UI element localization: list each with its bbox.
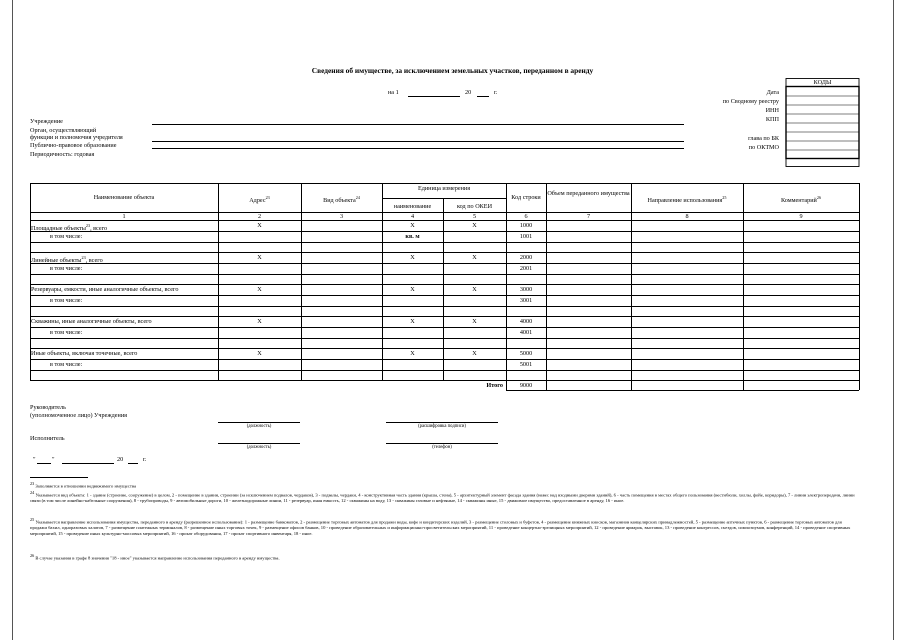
sign-date-month-line[interactable] [62, 463, 114, 464]
header-address [218, 194, 301, 204]
header-purpose-text: Направление использования [647, 196, 723, 204]
row-5000-name-text: Иные объекты, включая точечные, всего [31, 350, 138, 357]
row-3000-unit: X [410, 286, 415, 293]
col-number-7: 7 [586, 213, 591, 220]
row-4000-unit: X [410, 318, 415, 325]
row-2000-code: 2000 [519, 254, 533, 261]
row-divider [30, 359, 859, 360]
row-3000-name-text: Резервуары, емкости, иные аналогичные объекты, всего [31, 286, 179, 293]
col-line-0 [30, 183, 31, 380]
footnotes-separator [30, 477, 88, 478]
row-1001-name: в том числе: [50, 233, 83, 240]
row-1001-unit: кв. м [405, 233, 420, 240]
row-2000-name-text: Линейные объекты [31, 257, 82, 265]
footnote-23-number: 23 [30, 481, 35, 486]
row-3000-okei: X [472, 286, 477, 293]
date-year-prefix: 20 [465, 89, 472, 96]
total-bottom-border [506, 390, 859, 391]
row-1000-name-text: Площадные объекты [31, 225, 86, 233]
row-5001-code: 5001 [519, 361, 533, 368]
executor-position-caption: (должность) [246, 445, 272, 450]
row-4001-name: в том числе: [50, 329, 83, 336]
executor-label: Исполнитель [30, 435, 65, 442]
col-line-2 [301, 183, 302, 380]
row-divider [30, 252, 859, 253]
header-row-code-text: Код строки [511, 193, 541, 201]
row-divider [30, 263, 859, 264]
date-suffix: г. [494, 89, 498, 96]
executor-position-line[interactable] [218, 443, 300, 444]
col-line-5 [506, 183, 507, 390]
table-bottom-border [30, 380, 859, 381]
col-line-4 [443, 198, 444, 380]
head-signature-line[interactable] [386, 422, 498, 423]
field-label-founder-2: функции и полномочия учредителя [30, 134, 123, 141]
header-comment-text: Комментарий [780, 196, 817, 204]
sign-date-day-line[interactable] [37, 463, 51, 464]
row-4000-name [31, 318, 152, 325]
row-divider [30, 348, 859, 349]
row-3001-code: 3001 [519, 297, 533, 304]
header-object-type-footnote-ref: 24 [355, 194, 360, 200]
header-area: Объем переданного имущества [547, 189, 630, 197]
code-label-budget-chapter: глава по БК [748, 135, 779, 142]
row-4000-name-text: Скважины, иные аналогичные объекты, всего [31, 318, 152, 325]
row-1000-unit: X [410, 222, 415, 229]
code-label-inn: ИНН [765, 107, 779, 114]
row-4000-okei: X [472, 318, 477, 325]
footnote-26 [30, 553, 856, 561]
col-number-1: 1 [122, 213, 126, 220]
row-3000-code: 3000 [519, 286, 533, 293]
header-row-code [506, 194, 546, 201]
footnote-25-number: 25 [30, 517, 35, 522]
field-label-public-entity: Публично-правовое образование [30, 142, 117, 149]
head-signature-caption: (расшифровка подписи) [418, 424, 466, 429]
row-1000-okei: X [472, 222, 477, 229]
col-line-8 [743, 183, 744, 390]
row-4001-code: 4001 [519, 329, 533, 336]
row-1001-code: 1001 [519, 233, 533, 240]
footnote-25 [30, 517, 856, 536]
col-line-3 [382, 183, 383, 380]
row-divider [30, 306, 859, 307]
row-4000-address: X [257, 318, 262, 325]
footnote-23 [30, 481, 856, 489]
row-5000-code: 5000 [519, 350, 533, 357]
header-object-type-text: Вид объекта [323, 196, 356, 204]
col-line-9 [859, 183, 860, 390]
col-line-7 [631, 183, 632, 390]
row-divider [30, 284, 859, 285]
sign-date-year-prefix: 20 [117, 456, 124, 463]
header-comment [743, 194, 859, 204]
footnote-24-number: 24 [30, 490, 35, 495]
footnote-23-text: Заполняется в отношении недвижимого имущества [35, 483, 136, 489]
footnote-26-number: 26 [30, 553, 35, 558]
row-divider [30, 242, 859, 243]
total-code: 9000 [519, 382, 533, 389]
header-unit-okei: код по ОКЕИ [456, 203, 493, 210]
sign-date-suffix: г. [143, 456, 147, 463]
row-5000-okei: X [472, 350, 477, 357]
row-3001-name: в том числе: [50, 297, 83, 304]
head-label-2: (уполномоченное лицо) Учреждения [30, 412, 128, 419]
header-object-type [301, 194, 382, 204]
unit-header-divider [382, 198, 506, 199]
row-5000-name [31, 350, 137, 357]
date-prefix: на 1 [388, 89, 399, 96]
col-number-8: 8 [685, 213, 689, 220]
col-number-9: 9 [799, 213, 803, 220]
codes-header: КОДЫ [813, 79, 832, 86]
header-address-footnote-ref: 23 [265, 194, 270, 200]
header-purpose [631, 194, 743, 204]
header-address-text: Адрес [249, 196, 266, 204]
footnote-25-text: Указывается направление использования имущества, переданного в аренду (разрешенное использование): 1 - размещение банкоматов, 2 - размещение торговых автоматов для продажи воды, кофе и кондитерских изделий, 3 - размещение столовых и буфетов, 4 - размещение книжных киосков, магазинов канцелярских принадлежностей, 5 - размещение аптечных пунктов, 6 - размещение торговых автоматов для продажи бахил, одноразовых халатов, 7 - размещение платежных терминалов, 8 - размещение иных торговых точек, 9 - размещение офисов банков, 10 - проведение образовательных и информационно-просветительских мероприятий, 11 - проведение концертно-зрелищных мероприятий, 12 - проведение ярмарок, выставок, 13 - проведение конгрессов, съездов, симпозиумов, конференций, 14 - проведение спортивных мероприятий, 15 - проведение иных культурно-массовых мероприятий, 16 - прокат оборудования, 17 - прокат спортивного инвентаря, 18 - иное. [30, 519, 851, 536]
numbers-bottom-border [30, 220, 859, 221]
row-1000-name-tail: , всего [90, 225, 108, 233]
row-divider [30, 316, 859, 317]
field-label-periodicity: Периодичность: годовая [30, 151, 95, 158]
row-divider [30, 295, 859, 296]
form-title: Сведения об имуществе, за исключением земельных участков, переданном в аренду [311, 66, 594, 75]
row-divider [30, 231, 859, 232]
row-5000-unit: X [410, 350, 415, 357]
row-2000-okei: X [472, 254, 477, 261]
row-1000-address: X [257, 222, 262, 229]
row-1000-name-footnote-ref: 23 [85, 223, 91, 228]
col-number-3: 3 [339, 213, 344, 220]
footnote-26-text: В случае указания в графе 8 значения "18 - иное" указывается направление использования переданного в аренду имущества. [35, 555, 280, 561]
row-4000-code: 4000 [519, 318, 533, 325]
header-comment-footnote-ref: 26 [816, 194, 822, 200]
row-3000-address: X [257, 286, 262, 293]
row-5001-name: в том числе: [50, 361, 83, 368]
row-divider [30, 338, 859, 339]
col-number-5: 5 [472, 213, 477, 220]
col-number-6: 6 [524, 213, 528, 220]
total-label: Итого [486, 382, 503, 389]
footnote-24-text: Указывается вид объекта: 1 - здание (строение, сооружение) в целом, 2 - помещение в здании, строении (за исключением подвалов, чердаков), 3 - подвалы, чердаки, 4 - конструктивная часть здания (крыша, стена), 5 - архитектурный элемент фасада здания (навес над входными дверями зданий), 6 - часть помещения в местах общего пользования (вестибюли, холлы, фойе, коридоры), 7 - линии электропередачи, линии связи (в том числе линейно-кабельные сооружения), 8 - трубопроводы, 9 - автомобильные дороги, 10 - железнодорожные линии, 11 - резервуар, иная емкость, 12 - скважины на воду, 13 - скважины газовые и нефтяные, 14 - скважины иные, 15 - движимое имущество, предоставленное в аренду, 16 - иное. [30, 492, 855, 504]
col-line-1 [218, 183, 219, 380]
row-3000-name [31, 286, 178, 293]
row-2001-name: в том числе: [50, 265, 83, 272]
header-unit-group: Единица измерения [417, 185, 471, 192]
row-divider [30, 274, 859, 275]
header-unit-name: наименование [393, 203, 432, 210]
code-label-kpp: КПП [765, 116, 779, 123]
code-col-right-bold [546, 220, 547, 390]
executor-phone-caption: (телефон) [432, 445, 452, 450]
footnote-24 [30, 490, 856, 504]
code-label-registry: по Сводному реестру [722, 98, 779, 105]
row-2000-name-tail: , всего [85, 257, 103, 265]
row-2000-address: X [257, 254, 262, 261]
row-2001-code: 2001 [519, 265, 533, 272]
row-divider [30, 370, 859, 371]
table-top-border [30, 183, 859, 184]
head-label-1: Руководитель [30, 404, 66, 411]
row-2000-unit: X [410, 254, 415, 261]
executor-phone-line[interactable] [386, 443, 498, 444]
header-object-name-text: Наименование объекта [93, 193, 155, 201]
field-label-institution: Учреждение [30, 118, 63, 125]
head-position-line[interactable] [218, 422, 300, 423]
col-number-4: 4 [410, 213, 415, 220]
row-5000-address: X [257, 350, 262, 357]
row-divider [30, 327, 859, 328]
row-1000-code: 1000 [519, 222, 533, 229]
head-position-caption: (должность) [246, 424, 272, 429]
row-2000-name-footnote-ref: 23 [81, 255, 86, 260]
code-label-date: Дата [766, 89, 779, 96]
col-number-2: 2 [257, 213, 262, 220]
code-label-oktmo: по ОКТМО [748, 144, 779, 151]
sign-date-quote-close: " [52, 456, 55, 463]
sign-date-quote-open: " [33, 456, 36, 463]
header-object-name [30, 194, 218, 201]
sign-date-year-line[interactable] [128, 463, 138, 464]
field-label-founder-1: Орган, осуществляющий [30, 127, 97, 134]
header-bottom-border [30, 212, 859, 213]
header-purpose-footnote-ref: 25 [722, 194, 727, 200]
